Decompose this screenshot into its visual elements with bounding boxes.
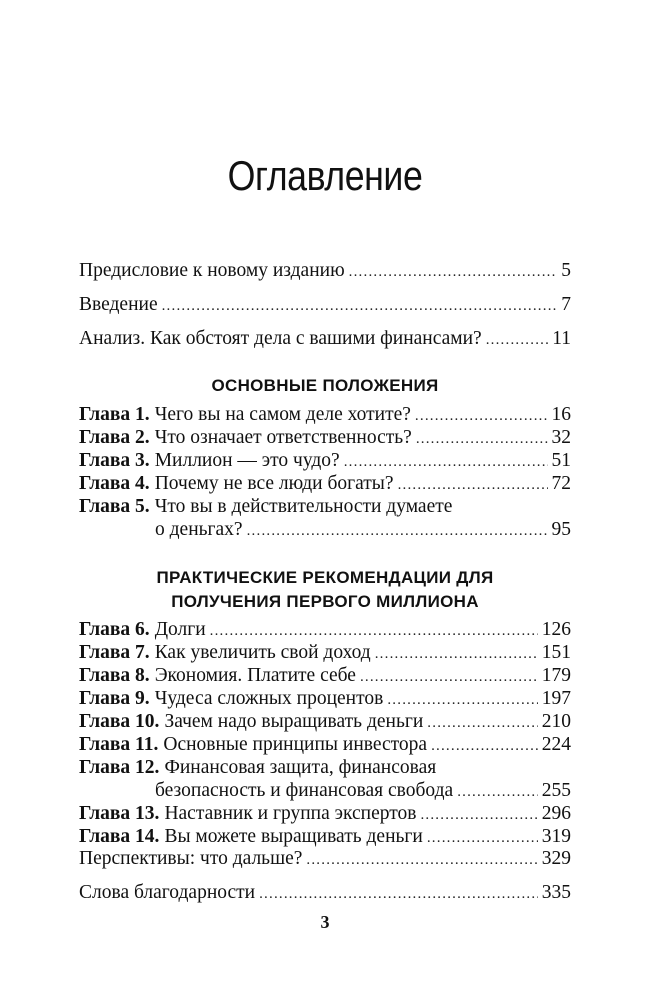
toc-entry-label: Наставник и группа экспертов bbox=[164, 803, 417, 824]
dot-leader bbox=[162, 293, 558, 319]
toc-entry-page: 335 bbox=[541, 882, 571, 903]
toc-entry-analysis[interactable] bbox=[79, 326, 571, 352]
toc-entry-label: Анализ. Как обстоят дела с вашими финансами? bbox=[79, 328, 482, 349]
dot-leader bbox=[349, 259, 558, 285]
toc-entry-label: Миллион — это чудо? bbox=[154, 450, 340, 471]
chapter-number: Глава 6. bbox=[79, 619, 150, 640]
toc-entry-page: 5 bbox=[561, 260, 571, 281]
chapter-number: Глава 10. bbox=[79, 711, 160, 732]
toc-entry-page: 51 bbox=[551, 450, 571, 471]
toc-entry-preface[interactable] bbox=[79, 258, 571, 284]
toc-entry-introduction[interactable] bbox=[79, 292, 571, 318]
toc-entry-page: 179 bbox=[541, 665, 571, 686]
section-heading-main-principles bbox=[0, 374, 650, 398]
chapter-number: Глава 4. bbox=[79, 473, 150, 494]
dot-leader bbox=[259, 881, 538, 907]
toc-entry-page: 319 bbox=[541, 826, 571, 847]
toc-entry-page: 72 bbox=[551, 473, 571, 494]
toc-entry-label: Долги bbox=[154, 619, 206, 640]
toc-entry-label: Предисловие к новому изданию bbox=[79, 260, 345, 281]
toc-entry-page: 16 bbox=[551, 404, 571, 425]
toc-entry-page: 197 bbox=[541, 688, 571, 709]
section-heading-practical-recommendations bbox=[0, 566, 650, 614]
chapter-number: Глава 3. bbox=[79, 450, 150, 471]
chapter-number: Глава 12. bbox=[79, 757, 160, 778]
dot-leader bbox=[306, 847, 537, 873]
section-heading-line: ОСНОВНЫЕ ПОЛОЖЕНИЯ bbox=[211, 376, 439, 395]
toc-entry-page: 255 bbox=[541, 780, 571, 801]
toc-entry-label-continued: о деньгах? bbox=[155, 519, 243, 540]
toc-entry-label: Основные принципы инвестора bbox=[163, 734, 428, 755]
toc-entry-label: Перспективы: что дальше? bbox=[79, 848, 303, 869]
toc-entry-page: 7 bbox=[561, 294, 571, 315]
chapter-number: Глава 5. bbox=[79, 496, 150, 517]
toc-entry-label: Чего вы на самом деле хотите? bbox=[154, 404, 411, 425]
dot-leader bbox=[247, 518, 548, 544]
toc-entry-page: 95 bbox=[551, 519, 571, 540]
toc-entry-label: Почему не все люди богаты? bbox=[154, 473, 394, 494]
chapter-number: Глава 9. bbox=[79, 688, 150, 709]
page-number: 3 bbox=[320, 912, 330, 932]
toc-entry-label: Как увеличить свой доход bbox=[154, 642, 371, 663]
toc-entry-page: 329 bbox=[541, 848, 571, 869]
toc-entry-label: Что означает ответственность? bbox=[154, 427, 412, 448]
toc-entry-page: 126 bbox=[541, 619, 571, 640]
toc-entry-label: Зачем надо выращивать деньги bbox=[164, 711, 424, 732]
chapter-number: Глава 14. bbox=[79, 826, 160, 847]
toc-entry-acknowledgements[interactable] bbox=[79, 880, 571, 906]
toc-entry-page: 210 bbox=[541, 711, 571, 732]
toc-entry-chapter-5-continued[interactable] bbox=[155, 517, 571, 543]
chapter-number: Глава 11. bbox=[79, 734, 159, 755]
toc-entry-page: 224 bbox=[541, 734, 571, 755]
toc-entry-label-continued: безопасность и финансовая свобода bbox=[155, 780, 454, 801]
chapter-number: Глава 7. bbox=[79, 642, 150, 663]
chapter-number: Глава 13. bbox=[79, 803, 160, 824]
chapter-number: Глава 8. bbox=[79, 665, 150, 686]
toc-entry-label: Введение bbox=[79, 294, 158, 315]
chapter-number: Глава 2. bbox=[79, 427, 150, 448]
toc-entry-label: Вы можете выращивать деньги bbox=[164, 826, 423, 847]
toc-entry-label: Что вы в действительности думаете bbox=[154, 496, 453, 517]
toc-entry-page: 151 bbox=[541, 642, 571, 663]
page-title: Оглавление bbox=[227, 152, 423, 199]
toc-entry-label: Финансовая защита, финансовая bbox=[164, 757, 437, 778]
toc-entry-label: Чудеса сложных процентов bbox=[154, 688, 384, 709]
section-heading-line: ПРАКТИЧЕСКИЕ РЕКОМЕНДАЦИИ ДЛЯ bbox=[156, 568, 494, 587]
toc-entry-label: Слова благодарности bbox=[79, 882, 256, 903]
toc-entry-label: Экономия. Платите себе bbox=[154, 665, 356, 686]
dot-leader bbox=[486, 327, 549, 353]
toc-entry-page: 296 bbox=[541, 803, 571, 824]
section-heading-line: ПОЛУЧЕНИЯ ПЕРВОГО МИЛЛИОНА bbox=[171, 592, 479, 611]
toc-entry-perspectives[interactable] bbox=[79, 846, 571, 872]
toc-entry-page: 32 bbox=[551, 427, 571, 448]
toc-entry-page: 11 bbox=[552, 328, 571, 349]
chapter-number: Глава 1. bbox=[79, 404, 150, 425]
